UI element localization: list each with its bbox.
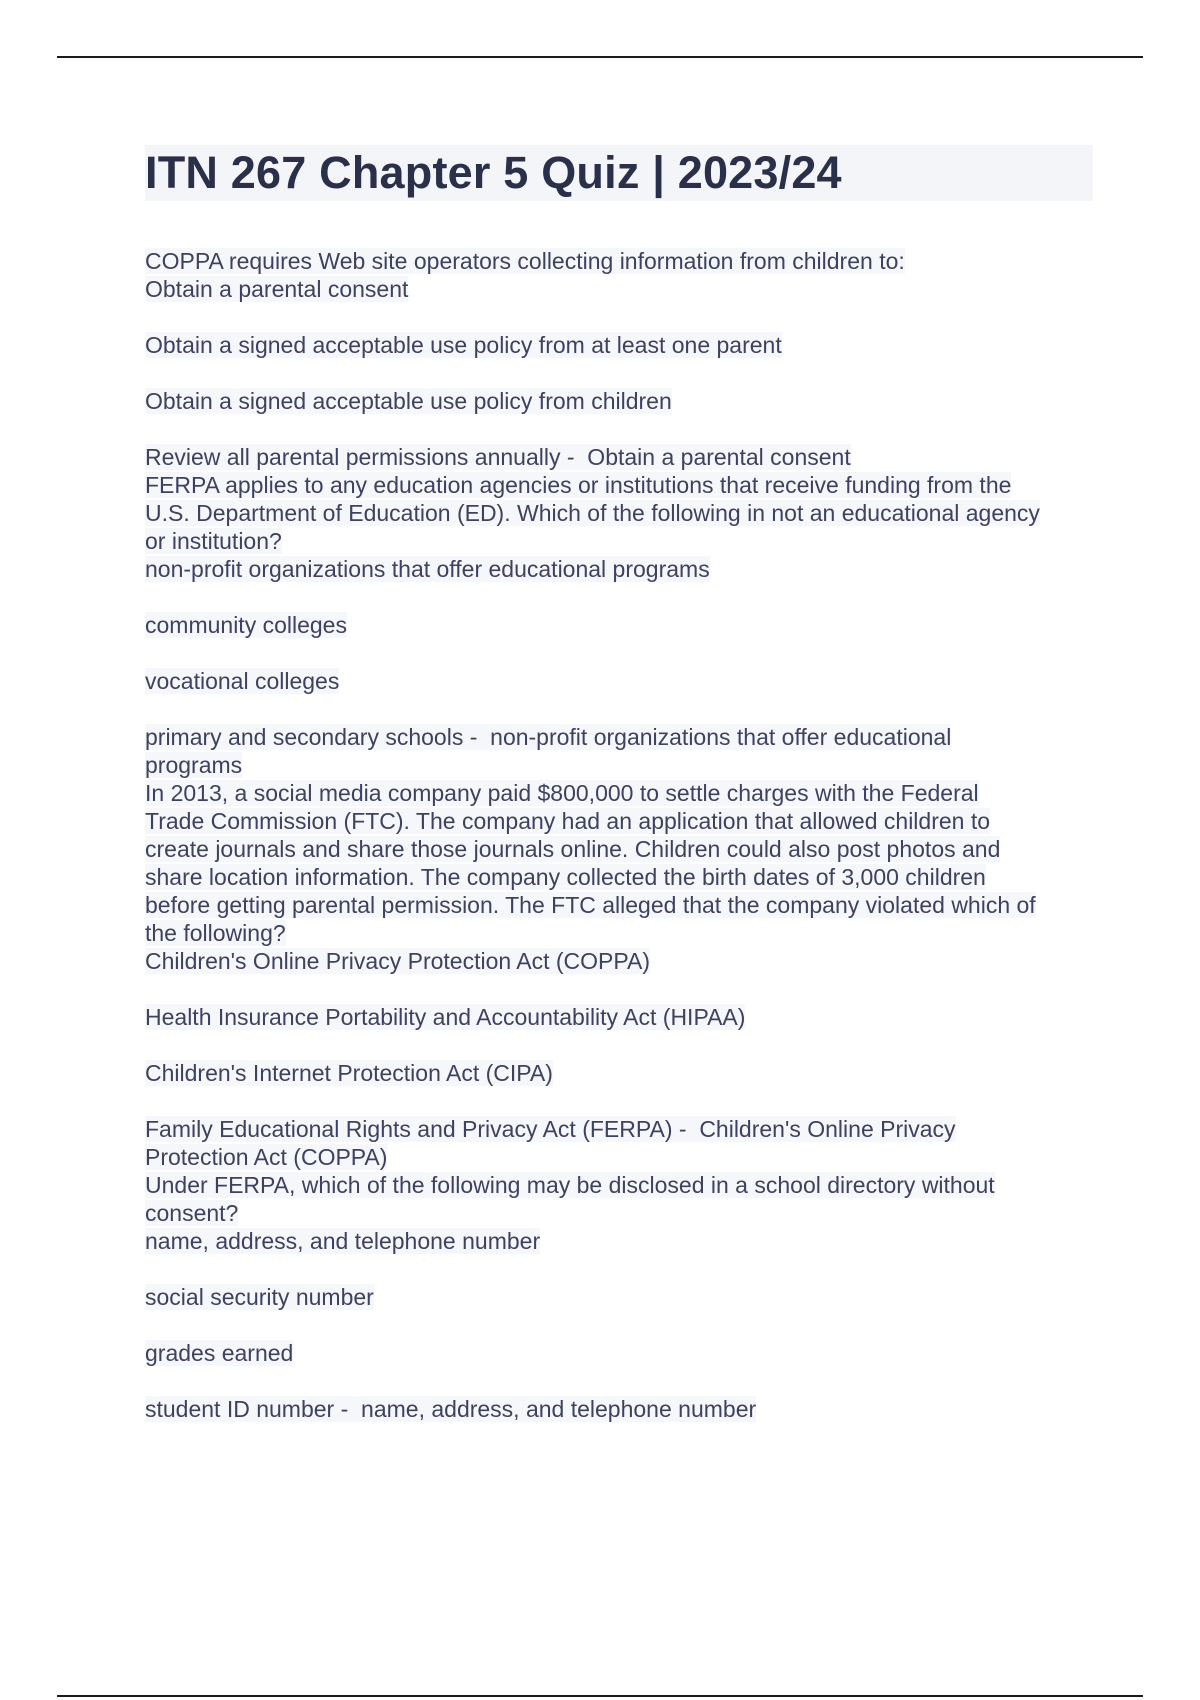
blank-line <box>145 975 1093 1003</box>
text-line-content: U.S. Department of Education (ED). Which of the following in not an educational agency <box>145 500 1040 526</box>
text-line <box>145 275 1093 303</box>
text-line-content: Children's Internet Protection Act (CIPA) <box>145 1060 553 1086</box>
blank-line <box>145 359 1093 387</box>
blank-line <box>145 695 1093 723</box>
text-line-content: Obtain a signed acceptable use policy from at least one parent <box>145 332 782 358</box>
text-line-content: or institution? <box>145 528 282 554</box>
text-line <box>145 1395 1093 1423</box>
text-line <box>145 1115 1093 1143</box>
text-line-content: Obtain a parental consent <box>145 276 409 302</box>
text-line <box>145 1171 1093 1199</box>
text-line <box>145 667 1093 695</box>
text-line <box>145 443 1093 471</box>
text-line <box>145 527 1093 555</box>
text-line-content: the following? <box>145 920 286 946</box>
text-line <box>145 555 1093 583</box>
text-line <box>145 499 1093 527</box>
blank-line <box>145 303 1093 331</box>
top-rule <box>57 56 1143 58</box>
text-line <box>145 1283 1093 1311</box>
text-line <box>145 751 1093 779</box>
text-line <box>145 1227 1093 1255</box>
title-band <box>145 145 1093 201</box>
text-line <box>145 1059 1093 1087</box>
blank-line <box>145 583 1093 611</box>
text-line <box>145 947 1093 975</box>
text-line <box>145 471 1093 499</box>
text-line <box>145 1339 1093 1367</box>
text-line-content: non-profit organizations that offer educational programs <box>145 556 710 582</box>
text-line-content: Review all parental permissions annually - Obtain a parental consent <box>145 444 851 470</box>
text-line-content: FERPA applies to any education agencies or institutions that receive funding from the <box>145 472 1012 498</box>
text-line-content: primary and secondary schools - non-profit organizations that offer educational <box>145 724 952 750</box>
quiz-content <box>145 247 1093 1423</box>
text-line-content: Protection Act (COPPA) <box>145 1144 388 1170</box>
text-line-content: In 2013, a social media company paid $800,000 to settle charges with the Federal <box>145 780 979 806</box>
text-line <box>145 919 1093 947</box>
blank-line <box>145 1031 1093 1059</box>
text-line-content: community colleges <box>145 612 347 638</box>
text-line <box>145 863 1093 891</box>
text-line <box>145 779 1093 807</box>
text-line-content: create journals and share those journals online. Children could also post photos and <box>145 836 1001 862</box>
text-line <box>145 723 1093 751</box>
text-line <box>145 807 1093 835</box>
text-line <box>145 1003 1093 1031</box>
text-line-content: consent? <box>145 1200 239 1226</box>
text-line-content: share location information. The company collected the birth dates of 3,000 children <box>145 864 986 890</box>
text-line-content: programs <box>145 752 243 778</box>
text-line-content: COPPA requires Web site operators collecting information from children to: <box>145 248 905 274</box>
text-line <box>145 835 1093 863</box>
text-line <box>145 331 1093 359</box>
text-line-content: Obtain a signed acceptable use policy from children <box>145 388 672 414</box>
blank-line <box>145 1367 1093 1395</box>
text-line-content: vocational colleges <box>145 668 340 694</box>
text-line-content: name, address, and telephone number <box>145 1228 541 1254</box>
text-line <box>145 247 1093 275</box>
bottom-rule <box>57 1695 1143 1697</box>
text-line <box>145 387 1093 415</box>
text-line <box>145 611 1093 639</box>
blank-line <box>145 1255 1093 1283</box>
text-line-content: social security number <box>145 1284 374 1310</box>
text-line-content: Health Insurance Portability and Accountability Act (HIPAA) <box>145 1004 746 1030</box>
text-line-content: Family Educational Rights and Privacy Act (FERPA) - Children's Online Privacy <box>145 1116 956 1142</box>
text-line-content: grades earned <box>145 1340 294 1366</box>
text-line-content: before getting parental permission. The FTC alleged that the company violated which of <box>145 892 1036 918</box>
blank-line <box>145 639 1093 667</box>
text-line <box>145 891 1093 919</box>
text-line-content: Trade Commission (FTC). The company had an application that allowed children to <box>145 808 991 834</box>
text-line-content: Under FERPA, which of the following may be disclosed in a school directory without <box>145 1172 995 1198</box>
text-line-content: student ID number - name, address, and telephone number <box>145 1396 757 1422</box>
text-line-content: Children's Online Privacy Protection Act (COPPA) <box>145 948 651 974</box>
blank-line <box>145 1311 1093 1339</box>
blank-line <box>145 1087 1093 1115</box>
text-line <box>145 1199 1093 1227</box>
document-body <box>145 145 1093 1423</box>
blank-line <box>145 415 1093 443</box>
text-line <box>145 1143 1093 1171</box>
document-title: ITN 267 Chapter 5 Quiz | 2023/24 <box>145 147 842 198</box>
